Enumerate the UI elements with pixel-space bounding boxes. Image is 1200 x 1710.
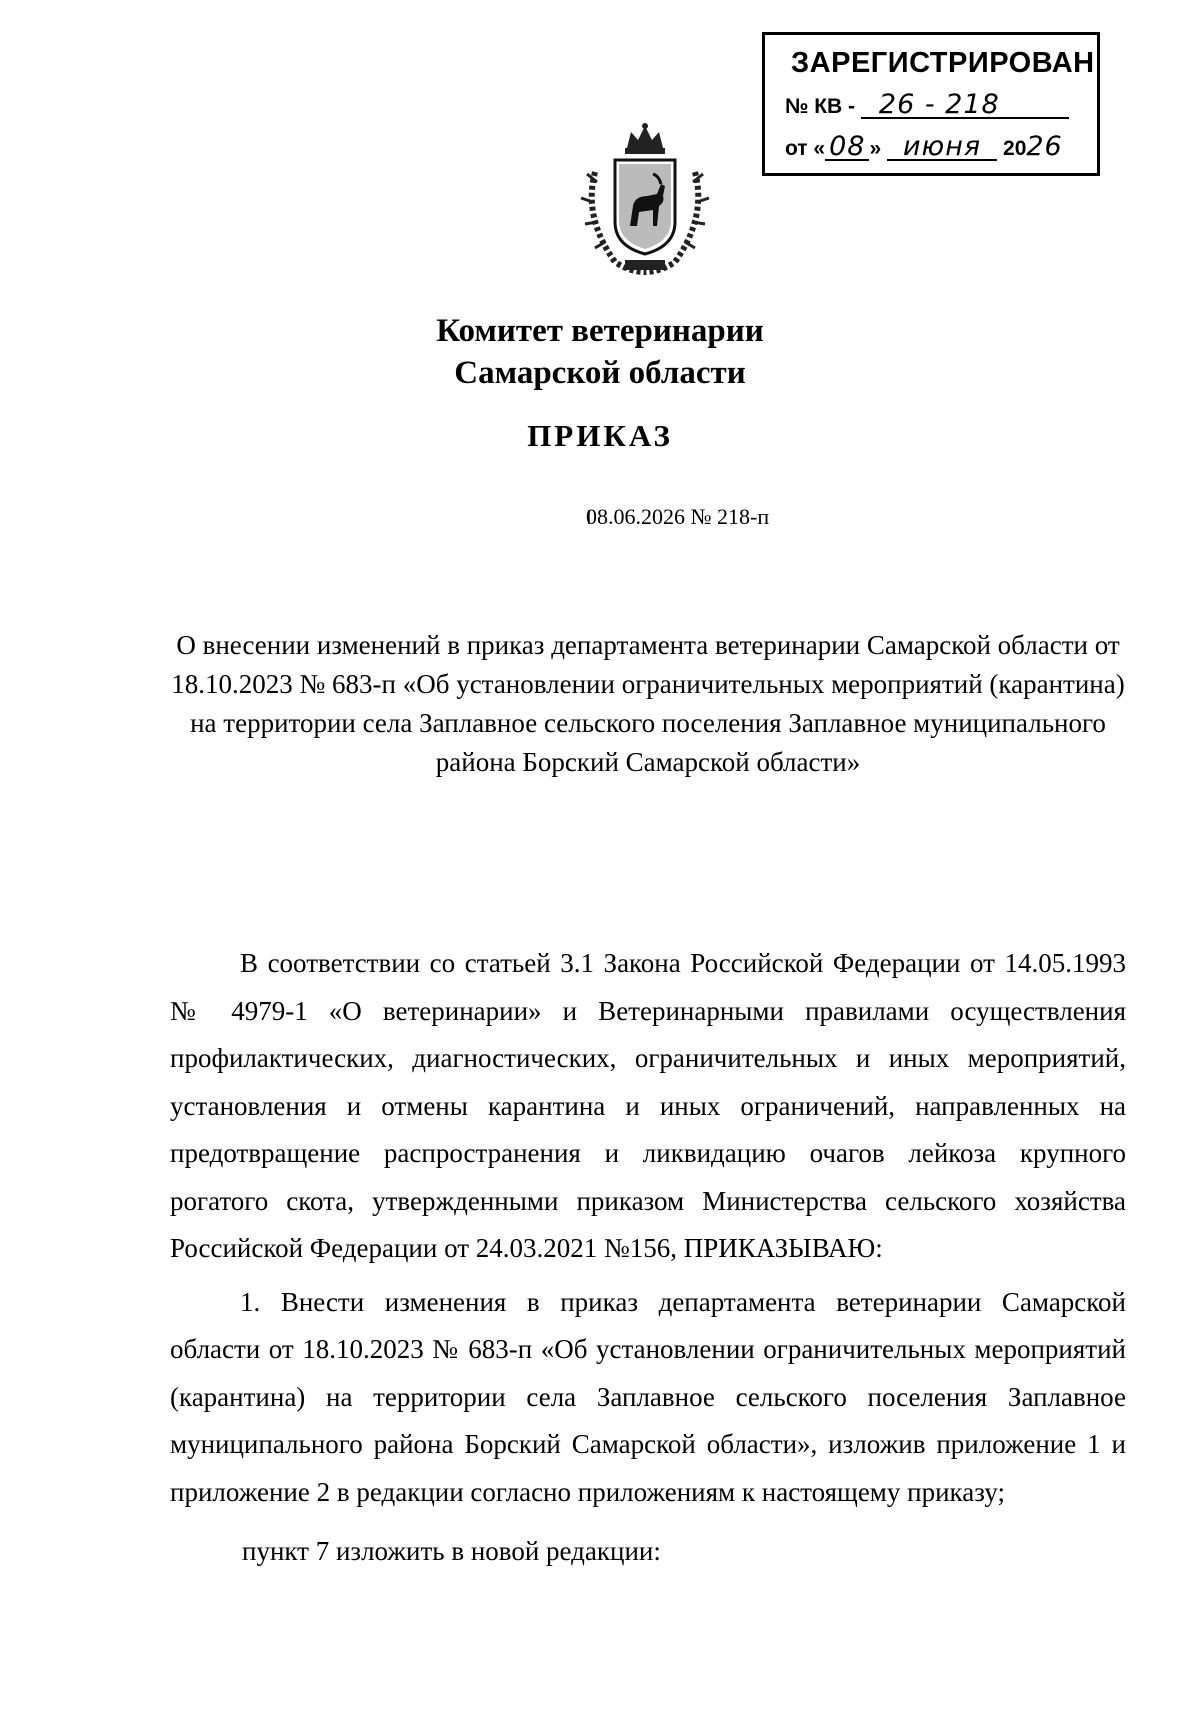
registration-stamp [762,32,1100,176]
organization-name-line2: Самарской области [454,355,746,391]
stamp-date-mid: » [869,137,882,160]
document-type: ПРИКАЗ [527,418,673,453]
document-date-number: 08.06.2026 № 218-п [586,504,770,529]
stamp-number-prefix: № КВ - [785,95,856,118]
preamble-paragraph: В соответствии со статьей 3.1 Закона Российской Федерации от 14.05.1993 № 4979-1 «О ветеринарии» и Ветеринарными правилами осуществления профилактических, диагностических, ограничительных и иных мероприятий, установления и отмены карантина и иных ограничений, направленных на предотвращение распространения и ликвидацию очагов лейкоза крупного рогатого скота, утвержденными приказом Министерства сельского хозяйства Российской Федерации от 24.03.2021 №156, ПРИКАЗЫВАЮ: [170,948,1126,1263]
stamp-number-handwritten: 26 - 218 [861,93,1069,119]
document-subject: О внесении изменений в приказ департамента ветеринарии Самарской области от 18.10.2023 № 683-п «Об установлении ограничительных мероприятий (карантина) на территории села Заплавное сельского поселения Заплавное муниципального района Борский Самарской области» [171,630,1125,777]
document-body [170,940,1126,1582]
item-1-paragraph: 1. Внести изменения в приказ департамента ветеринарии Самарской области от 18.10.2023 № 683-п «Об установлении ограничительных мероприятий (карантина) на территории села Заплавное сельского поселения Заплавное муниципального района Борский Самарской области», изложив приложение 1 и приложение 2 в редакции согласно приложениям к настоящему приказу; [170,1286,1126,1507]
item-1-subparagraph: пункт 7 изложить в новой редакции: [242,1536,661,1566]
organization-name-line1: Комитет ветеринарии [436,313,764,349]
coat-of-arms-samara-icon [575,122,715,280]
stamp-year-handwritten: 26 [1026,131,1063,162]
stamp-day-handwritten: 08 [825,135,869,161]
stamp-date-prefix: от « [785,137,826,160]
stamp-date-row [785,131,1063,162]
stamp-month-handwritten: июня [887,135,997,161]
stamp-title: ЗАРЕГИСТРИРОВАН [791,47,1095,79]
organization-name [0,310,1200,394]
stamp-year-prefix: 20 [1003,137,1027,160]
stamp-number-row [785,89,1069,120]
